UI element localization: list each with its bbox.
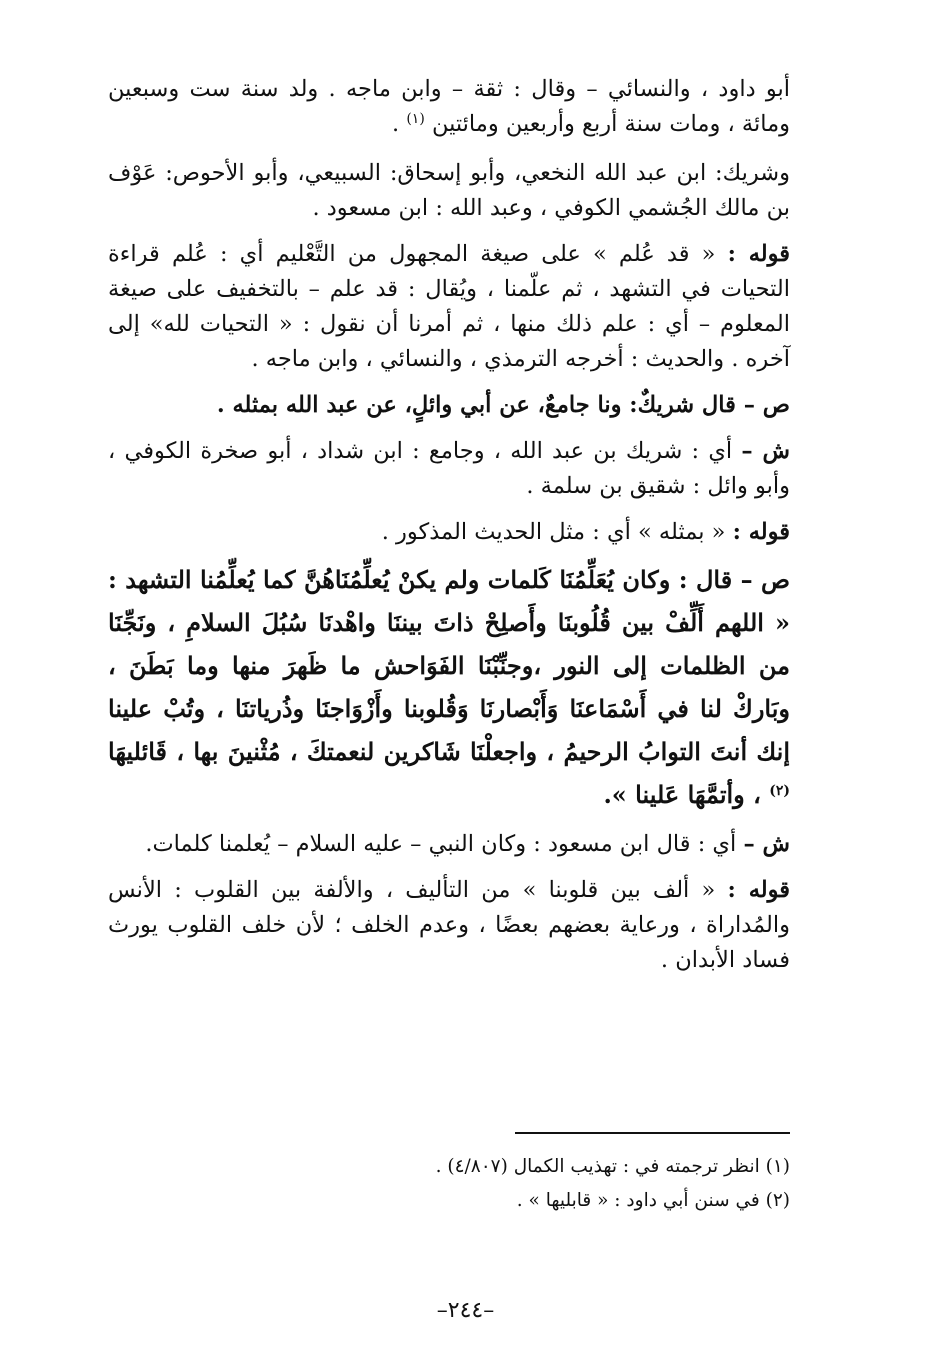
paragraph-1-text: أبو داود ، والنسائي – وقال : ثقة – وابن ماجه . ولد سنة ست وسبعين ومائة ، ومات سنة أربع وأربعين ومائتين [108, 76, 790, 137]
hadith-body: ص – قال : وكان يُعَلِّمُنَا كَلمات ولم يكنْ يُعلِّمُنَاهُنَّ كما يُعلِّمُنا التشهد : « اللهم أَلِّفْ بين قُلُوبنَا وأَصلِحْ ذاتَ بيننَا واهْدنَا سُبُلَ السلامِ ، ونَجِّنَا من الظلمات إلى النور ،وجنِّبْنَا الفَوَاحش ما ظَهرَ منها وما بَطَنَ ، وبَاركْ لنا في أَسْمَاعنَا وَأَبْصارنَا وَقُلوبنا وأَزْوَاجنَا وذُرياتنَا ، وتُبْ علينا إنك أنتَ التوابُ الرحيمُ ، واجعلْنَا شَاكرين لنعمتكَ ، مُثْنينَ بها ، قَائليهَا [108, 565, 790, 766]
paragraph-7 [108, 827, 790, 862]
paragraph-4-lead: ص – قال شريكٌ: ونا جامعٌ، عن أبي وائلٍ، عن عبد الله بمثله . [216, 392, 790, 418]
paragraph-7-lead: ش – [743, 831, 790, 857]
hadith-tail: ، وأتمَّهَا عَلينا ». [603, 780, 770, 809]
hadith-text [108, 558, 790, 821]
paragraph-6-lead: قوله : [732, 519, 790, 545]
paragraph-6-text: « بمثله » أي : مثل الحديث المذكور . [381, 519, 733, 545]
paragraph-5-lead: ش – [741, 438, 790, 464]
footnotes [108, 1150, 790, 1218]
paragraph-7-text: أي : قال ابن مسعود : وكان النبي – عليه السلام – يُعلمنا كلمات. [145, 831, 744, 857]
paragraph-8-lead: قوله : [727, 877, 791, 903]
page-number: –٢٤٤– [436, 1298, 495, 1323]
paragraph-4 [108, 388, 790, 423]
paragraph-5-text: أي : شريك بن عبد الله ، وجامع : ابن شداد ، أبو صخرة الكوفي ، وأبو وائل : شقيق بن سلمة . [108, 438, 790, 499]
paragraph-1 [108, 72, 790, 145]
paragraph-8-text: « ألف بين قلوبنا » من التأليف ، والألفة بين القلوب : الأنس والمُداراة ، ورعاية بعضهم بعضًا ، وعدم الخلف ؛ لأن خلف القلوب يورث فساد الأبدان . [108, 877, 790, 973]
paragraph-8 [108, 873, 790, 978]
footnote-divider [515, 1132, 790, 1134]
paragraph-3-lead: قوله : [727, 241, 790, 267]
paragraph-6 [108, 515, 790, 550]
paragraph-2 [108, 156, 790, 226]
footnote-1: (١) انظر ترجمته في : تهذيب الكمال (٤/٨٠٧) . [435, 1156, 790, 1177]
footnote-ref-2: (٢) [769, 783, 790, 799]
paragraph-1-tail: . [392, 111, 407, 137]
paragraph-3 [108, 237, 790, 377]
paragraph-5 [108, 434, 790, 504]
paragraph-2-text: وشريك: ابن عبد الله النخعي، وأبو إسحاق: السبيعي، وأبو الأحوص: عَوْف بن مالك الجُشمي الكوفي ، وعبد الله : ابن مسعود . [108, 160, 790, 221]
footnote-2: (٢) في سنن أبي داود : « قابليها » . [516, 1190, 790, 1211]
paragraph-3-text: « قد عُلم » على صيغة المجهول من التَّعْليم أي : عُلم قراءة التحيات في التشهد ، ثم علّمنا ، ويُقال : قد علم – بالتخفيف على صيغة المعلوم – أي : علم ذلك منها ، ثم أمرنا أن نقول : « التحيات لله» إلى آخره . والحديث : أخرجه الترمذي ، والنسائي ، وابن ماجه . [108, 241, 790, 372]
footnote-ref-1: (١) [406, 111, 425, 127]
